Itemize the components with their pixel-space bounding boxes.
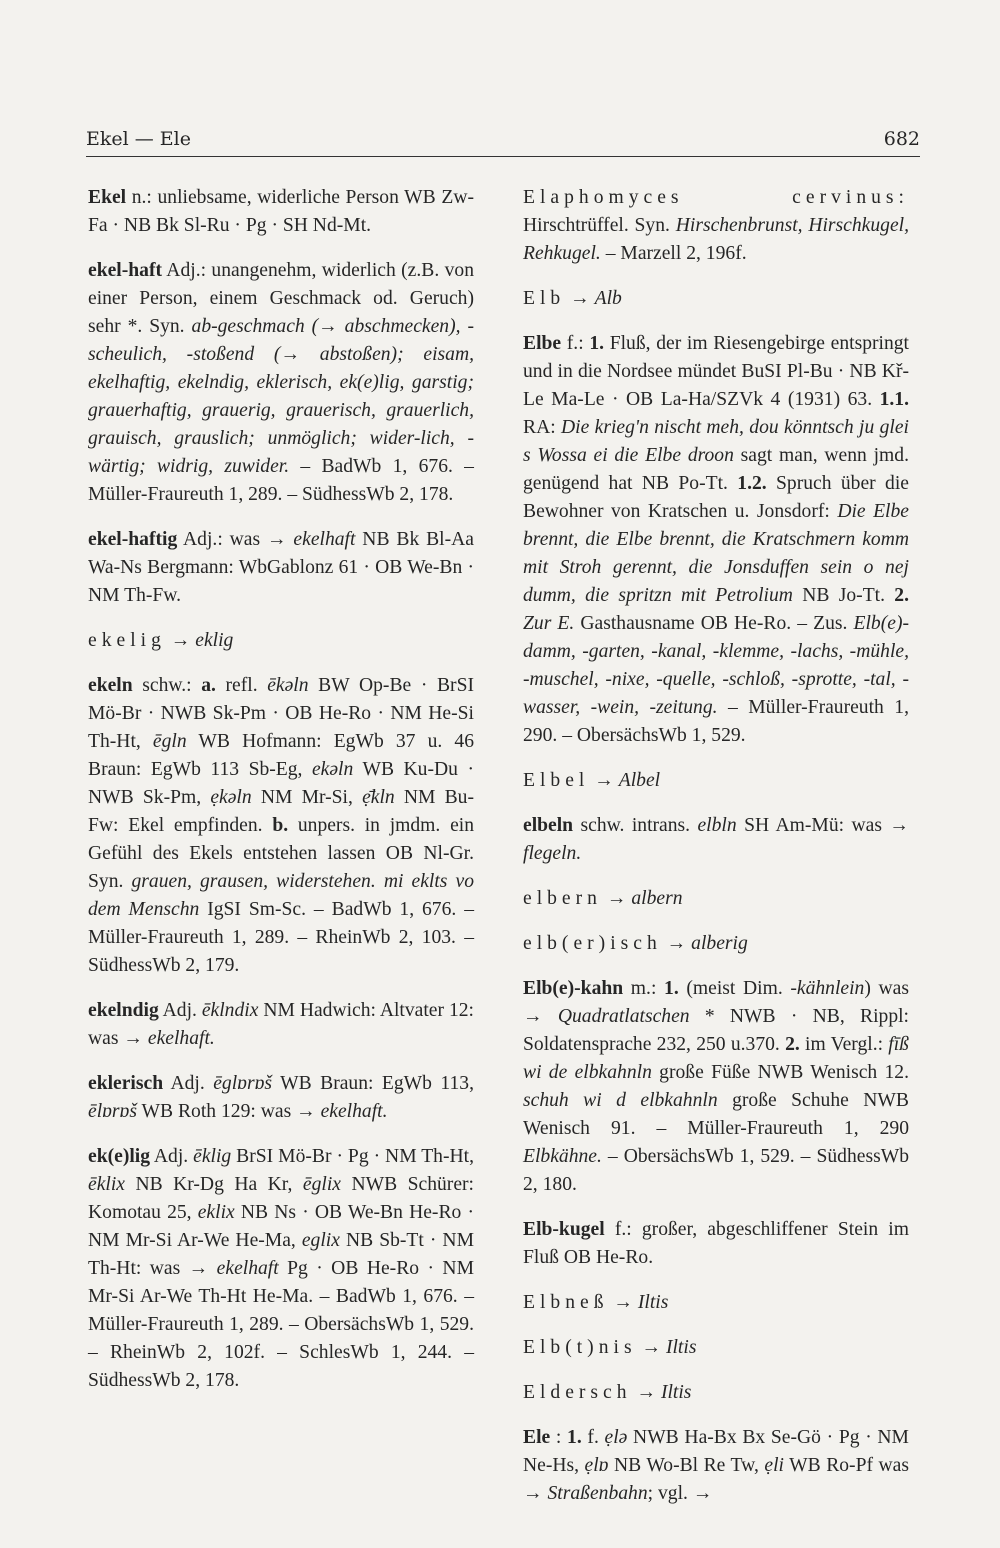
entry-italic-text: ēklndix bbox=[201, 1000, 259, 1021]
entry-headword: Elb(e)-kahn bbox=[523, 978, 624, 999]
entry-italic-text: Straßenbahn bbox=[547, 1483, 648, 1504]
entry-text: f. bbox=[581, 1427, 605, 1448]
entry-text: BrSI Mö-Br · Pg · NM Th-Ht, bbox=[231, 1146, 474, 1167]
entry-italic-text: -kähnlein bbox=[790, 978, 865, 999]
entry-italic-text: ēgln bbox=[152, 731, 187, 752]
entry-headword: b. bbox=[272, 815, 289, 836]
entry-text: refl. bbox=[215, 675, 268, 696]
dictionary-entry bbox=[88, 1143, 474, 1395]
entry-italic-text: ekelhaft bbox=[293, 529, 356, 550]
entry-text: BW Op-Be · BrSI Mö-Br · NWB Sk-Pm · OB He-Ro · NM He-Si Th-Ht, bbox=[88, 675, 474, 752]
entry-text: (meist Dim. bbox=[678, 978, 791, 999]
entry-headword: Elb-kugel bbox=[523, 1219, 605, 1240]
dictionary-entry bbox=[88, 1070, 474, 1126]
entry-spaced-headword: elbern bbox=[523, 888, 602, 909]
entry-text: ) was → bbox=[523, 978, 909, 1027]
entry-headword: Ele bbox=[523, 1427, 551, 1448]
entry-italic-text: ēglix bbox=[302, 1174, 341, 1195]
entry-text: – ObersächsWb 1, 529. – SüdhessWb 2, 180. bbox=[523, 1146, 909, 1195]
dictionary-entry bbox=[523, 1424, 909, 1508]
entry-spaced-headword: Elb(t)nis bbox=[523, 1337, 637, 1358]
entry-text: → bbox=[165, 630, 196, 651]
left-column bbox=[88, 184, 474, 1412]
entry-spaced-headword: ekelig bbox=[88, 630, 166, 651]
entry-text: Spruch über die Bewohner von Kratschen u. Jonsdorf: bbox=[523, 473, 909, 522]
entry-text: im Vergl.: bbox=[799, 1034, 889, 1055]
entry-headword: ekel-haftig bbox=[88, 529, 178, 550]
entry-italic-text: ab-geschmach (→ abschmecken), -scheulich, -stoßend (→ abstoßen); eisam, ekelhaftig, ekelndig, eklerisch, ek(e)lig, garstig; grauerhaftig, grauerig, grauerisch, grauerlich, grauisch, grauslich; unmöglich; wider-lich, -wärtig; widrig, zuwider. bbox=[88, 316, 474, 477]
entry-italic-text: Alb bbox=[594, 288, 622, 309]
entry-italic-text: Hirschenbrunst, Hirschkugel, Rehkugel. bbox=[523, 215, 909, 264]
entry-italic-text: elbln bbox=[697, 815, 737, 836]
entry-text: : bbox=[550, 1427, 568, 1448]
entry-italic-text: ẹlə bbox=[604, 1427, 628, 1448]
entry-text: Adj.: unangenehm, widerlich (z.B. von einer Person, einem Geschmack od. Geruch) sehr *. Syn. bbox=[88, 260, 474, 337]
entry-italic-text: eglix bbox=[301, 1230, 340, 1251]
entry-italic-text: ekəln bbox=[311, 759, 354, 780]
entry-text: RA: bbox=[523, 417, 562, 438]
dictionary-entry bbox=[523, 975, 909, 1199]
entry-text: → bbox=[631, 1382, 661, 1403]
dictionary-entry bbox=[523, 767, 909, 795]
entry-italic-text: alberig bbox=[691, 933, 748, 954]
entry-text: NB Kr-Dg Ha Kr, bbox=[124, 1174, 303, 1195]
dictionary-entry bbox=[88, 627, 474, 655]
entry-italic-text: Die Elbe brennt, die Elbe brennt, die Kratschmern komm mit Stroh gerennt, die Jonsduffen sein o nej dumm, die spritzn mit Petrolium bbox=[523, 501, 909, 606]
entry-text: IgSI Sm-Sc. – BadWb 1, 676. – Müller-Fraureuth 1, 289. – RheinWb 2, 103. – SüdhessWb 2, 179. bbox=[88, 899, 474, 976]
entry-italic-text: eklix bbox=[197, 1202, 235, 1223]
entry-text: Adj. bbox=[158, 1000, 202, 1021]
entry-text: Fluß, der im Riesengebirge entspringt und in die Nordsee mündet BuSI Pl-Bu · NB Kř-Le Ma-Le · OB La-Ha/SZVk 4 (1931) 63. bbox=[523, 333, 910, 410]
dictionary-entry bbox=[523, 1216, 909, 1272]
entry-text: große Schuhe NWB Wenisch 91. – Müller-Fraureuth 1, 290 bbox=[523, 1090, 909, 1139]
entry-text: NM Hadwich: Altvater 12: was → bbox=[88, 1000, 474, 1049]
entry-text: Adj. bbox=[150, 1146, 194, 1167]
page-header bbox=[86, 126, 920, 157]
entry-text: – Marzell 2, 196f. bbox=[600, 243, 747, 264]
dictionary-entry bbox=[523, 184, 909, 268]
entry-italic-text: Iltis bbox=[637, 1292, 669, 1313]
dictionary-entry bbox=[523, 1289, 909, 1317]
entry-text: → bbox=[601, 888, 632, 909]
entry-text: f.: bbox=[561, 333, 590, 354]
entry-italic-text: schuh wi d elbkahnln bbox=[523, 1090, 718, 1111]
entry-italic-text: Albel bbox=[618, 770, 661, 791]
entry-spaced-headword: Eldersch bbox=[523, 1382, 632, 1403]
entry-text: WB Ro-Pf was → bbox=[523, 1455, 909, 1504]
entry-text: NB Jo-Tt. bbox=[792, 585, 895, 606]
entry-text: Gasthausname OB He-Ro. – Zus. bbox=[574, 613, 854, 634]
entry-italic-text: ēkəln bbox=[267, 675, 309, 696]
entry-text: – BadWb 1, 676. – Müller-Fraureuth 1, 289. – SüdhessWb 2, 178. bbox=[88, 456, 474, 505]
entry-headword: ekeln bbox=[88, 675, 133, 696]
entry-text: NB Bk Bl-Aa Wa-Ns Bergmann: WbGablonz 61 · OB We-Bn · NM Th-Fw. bbox=[88, 529, 474, 606]
dictionary-entry bbox=[523, 285, 909, 313]
entry-text: NWB Schürer: Komotau 25, bbox=[88, 1174, 474, 1223]
entry-text: NM Bu-Fw: Ekel empfinden. bbox=[88, 787, 475, 836]
entry-text: WB Roth 129: was → bbox=[136, 1101, 321, 1122]
entry-text: → bbox=[636, 1337, 666, 1358]
entry-headword: 1.2. bbox=[737, 473, 767, 494]
entry-text: f.: großer, abgeschliffener Stein im Fluß OB He-Ro. bbox=[523, 1219, 909, 1268]
entry-headword: 1. bbox=[589, 333, 605, 354]
entry-italic-text: eklig bbox=[195, 630, 234, 651]
entry-italic-text: flegeln. bbox=[523, 843, 582, 864]
entry-spaced-headword: Elaphomyces cervinus: bbox=[523, 187, 909, 208]
entry-text: – Müller-Fraureuth 1, 290. – ObersächsWb 1, 529. bbox=[523, 697, 909, 746]
entry-headword: 2. bbox=[785, 1034, 800, 1055]
dictionary-entry bbox=[88, 526, 474, 610]
entry-spaced-headword: Elbel bbox=[523, 770, 590, 791]
entry-headword: 1. bbox=[664, 978, 679, 999]
entry-italic-text: ēlɒrɒš bbox=[88, 1101, 137, 1122]
dictionary-entry bbox=[88, 997, 474, 1053]
right-column bbox=[523, 184, 909, 1525]
entry-text: n.: unliebsame, widerliche Person WB Zw-Fa · NB Bk Sl-Ru · Pg · SH Nd-Mt. bbox=[88, 187, 474, 236]
entry-text: NB Sb-Tt · NM Th-Ht: was → bbox=[88, 1230, 475, 1279]
entry-text: NWB Ha-Bx Bx Se-Gö · Pg · NM Ne-Hs, bbox=[523, 1427, 909, 1476]
entry-text: → bbox=[661, 933, 692, 954]
entry-text: Adj. bbox=[163, 1073, 214, 1094]
entry-text: → bbox=[589, 770, 619, 791]
entry-italic-text: ẹkəln bbox=[210, 787, 252, 808]
entry-italic-text: Iltis bbox=[660, 1382, 692, 1403]
entry-headword: a. bbox=[201, 675, 216, 696]
entry-headword: elbeln bbox=[523, 815, 574, 836]
dictionary-entry bbox=[88, 257, 474, 509]
entry-headword: Elbe bbox=[523, 333, 562, 354]
dictionary-entry bbox=[523, 812, 909, 868]
entry-italic-text: ẹ̄kln bbox=[362, 787, 395, 808]
entry-headword: ekel-haft bbox=[88, 260, 163, 281]
entry-headword: ek(e)lig bbox=[88, 1146, 151, 1167]
entry-italic-text: fīß wi de elbkahnln bbox=[523, 1034, 909, 1083]
entry-text: ; vgl. → bbox=[647, 1483, 713, 1504]
entry-text: WB Braun: EgWb 113, bbox=[272, 1073, 474, 1094]
dictionary-entry bbox=[523, 885, 909, 913]
entry-italic-text: ekelhaft bbox=[216, 1258, 279, 1279]
entry-text: große Füße NWB Wenisch 12. bbox=[651, 1062, 909, 1083]
entry-headword: 1.1. bbox=[879, 389, 909, 410]
entry-text: schw. intrans. bbox=[573, 815, 698, 836]
dictionary-entry bbox=[523, 930, 909, 958]
entry-text: NB Wo-Bl Re Tw, bbox=[608, 1455, 765, 1476]
entry-italic-text: ẹli bbox=[764, 1455, 784, 1476]
entry-italic-text: ekelhaft. bbox=[147, 1028, 215, 1049]
entry-text: NM Mr-Si, bbox=[251, 787, 363, 808]
entry-italic-text: Elb(e)-damm, -garten, -kanal, -klemme, -lachs, -mühle, -muschel, -nixe, -quelle, -schloß, -sprotte, -tal, -wasser, -wein, -zeitung. bbox=[523, 613, 909, 718]
entry-italic-text: Quadratlatschen bbox=[557, 1006, 690, 1027]
entry-italic-text: Elbkähne. bbox=[523, 1146, 602, 1167]
entry-text: m.: bbox=[623, 978, 665, 999]
dictionary-entry bbox=[88, 184, 474, 240]
entry-text: WB Ku-Du · NWB Sk-Pm, bbox=[88, 759, 474, 808]
page-number: 682 bbox=[883, 128, 920, 150]
dictionary-entry bbox=[88, 672, 474, 980]
entry-spaced-headword: Elb bbox=[523, 288, 566, 309]
entry-text: sagt man, wenn jmd. genügend hat NB Po-Tt. bbox=[523, 445, 909, 494]
entry-italic-text: ekelhaft. bbox=[320, 1101, 388, 1122]
entry-headword: ekelndig bbox=[88, 1000, 159, 1021]
entry-italic-text: ēklix bbox=[88, 1174, 125, 1195]
entry-headword: 1. bbox=[567, 1427, 582, 1448]
running-head: Ekel — Ele bbox=[86, 128, 191, 150]
entry-italic-text: Iltis bbox=[665, 1337, 697, 1358]
entry-text: Pg · OB He-Ro · NM Mr-Si Ar-We Th-Ht He-Ma. – BadWb 1, 676. – Müller-Fraureuth 1, 289. – ObersächsWb 1, 529. – RheinWb 2, 102f. – SchlesWb 1, 244. – SüdhessWb 2, 178. bbox=[88, 1258, 474, 1391]
entry-italic-text: albern bbox=[631, 888, 683, 909]
entry-text: → bbox=[608, 1292, 638, 1313]
entry-italic-text: ēklig bbox=[193, 1146, 232, 1167]
entry-headword: eklerisch bbox=[88, 1073, 164, 1094]
entry-italic-text: ẹlɒ bbox=[584, 1455, 609, 1476]
entry-text: * NWB · NB, Rippl: Soldatensprache 232, 250 u.370. bbox=[523, 1006, 909, 1055]
entry-spaced-headword: Elbneß bbox=[523, 1292, 609, 1313]
dictionary-entry bbox=[523, 1334, 909, 1362]
entry-headword: 2. bbox=[894, 585, 909, 606]
entry-headword: Ekel bbox=[88, 187, 127, 208]
entry-text: unpers. in jmdm. ein Gefühl des Ekels entstehen lassen OB Nl-Gr. Syn. bbox=[88, 815, 475, 892]
entry-italic-text: Die krieg'n nischt meh, dou könntsch ju glei s Wossa ei die Elbe droon bbox=[523, 417, 909, 466]
entry-italic-text: ēglɒrɒš bbox=[213, 1073, 272, 1094]
entry-italic-text: grauen, grausen, widerstehen. mi eklts vo dem Menschn bbox=[88, 871, 475, 920]
entry-text: Hirschtrüffel. Syn. bbox=[523, 215, 676, 236]
dictionary-entry bbox=[523, 1379, 909, 1407]
entry-italic-text: Zur E. bbox=[523, 613, 575, 634]
dictionary-entry bbox=[523, 330, 909, 750]
entry-text: schw.: bbox=[132, 675, 202, 696]
entry-text: WB Hofmann: EgWb 37 u. 46 Braun: EgWb 113 Sb-Eg, bbox=[88, 731, 475, 780]
entry-text: Adj.: was → bbox=[177, 529, 294, 550]
entry-text: SH Am-Mü: was → bbox=[736, 815, 909, 836]
entry-text: NB Ns · OB We-Bn He-Ro · NM Mr-Si Ar-We He-Ma, bbox=[88, 1202, 474, 1251]
entry-text: → bbox=[565, 288, 595, 309]
entry-spaced-headword: elb(er)isch bbox=[523, 933, 662, 954]
